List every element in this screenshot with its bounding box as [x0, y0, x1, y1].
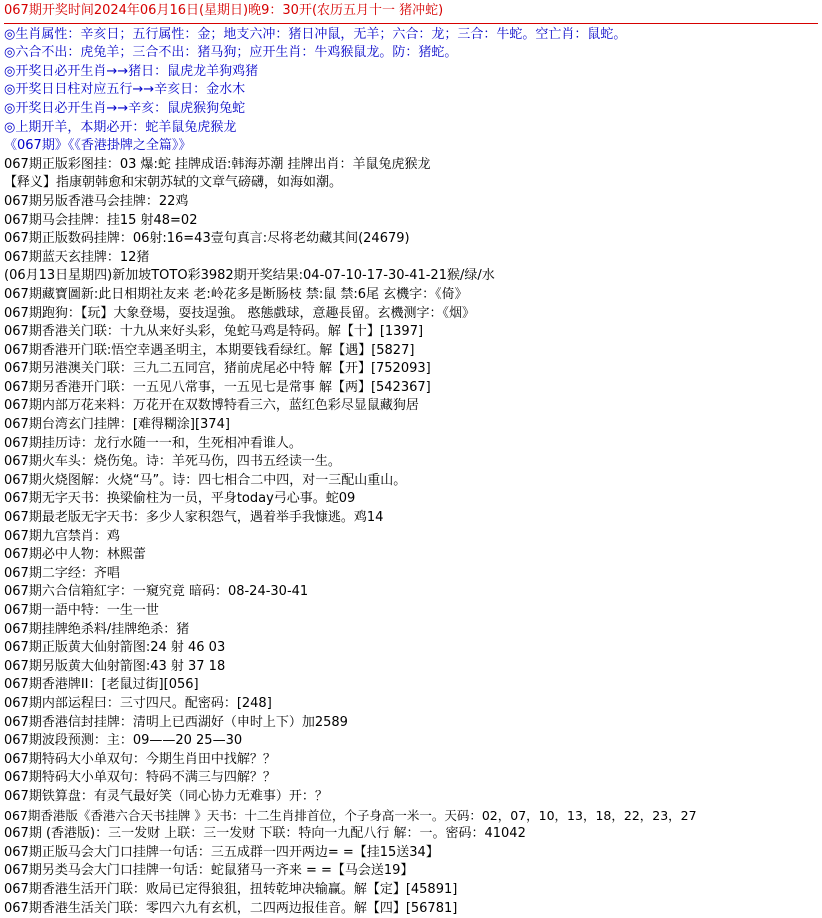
- content-line: 067期波段预测：主：09——20 25—30: [4, 732, 818, 751]
- zodiac-attributes-block: [4, 26, 818, 138]
- content-line: 067期香港版《香港六合天书挂牌 》天书：十二生肖排首位，个子身高一米一。天码：02，07，10，13，18，22，23，27: [4, 807, 818, 826]
- content-line: 067期香港生活关门联：零四六九有玄机，二四两边报佳音。解【四】[56781]: [4, 900, 818, 918]
- content-line: 067期正版彩图挂：03 爆:蛇 挂牌成语:韩海苏潮 挂牌出肖：羊鼠兔虎猴龙: [4, 156, 818, 175]
- content-line: 067期挂历诗：龙行水随一一和，生死相冲看谁人。: [4, 435, 818, 454]
- content-line: 067期藏寶圖新:此日相期社友来 老:岭花多是断肠枝 禁:鼠 禁:6尾 玄機字：《倚》: [4, 286, 818, 305]
- zodiac-line: ◎上期开羊，本期必开：蛇羊鼠兔虎猴龙: [4, 119, 818, 138]
- content-line: 067期香港信封挂牌：清明上已西湖好（申时上下）加2589: [4, 714, 818, 733]
- zodiac-line: ◎六合不出：虎兔羊；三合不出：猪马狗；应开生肖：牛鸡猴鼠龙。防：猪蛇。: [4, 44, 818, 63]
- content-line: 067期另版香港马会挂牌：22鸡: [4, 193, 818, 212]
- content-line: 067期火烧图解：火烧“马”。诗：四七相合二中四，对一三配山重山。: [4, 472, 818, 491]
- content-line: 067期马会挂牌：挂15 射48=02: [4, 212, 818, 231]
- content-line: 067期内部运程曰：三寸四尺。配密码：[248]: [4, 695, 818, 714]
- content-line: 067期九宫禁肖：鸡: [4, 528, 818, 547]
- content-line: 067期 (香港版)：三一发财 上联：三一发财 下联：特向一九配八行 解：一。密码：41042: [4, 825, 818, 844]
- content-line: 067期正版数码挂牌：06射:16=43壹句真言:尽将老幼藏其间(24679): [4, 230, 818, 249]
- content-line: 067期另类马会大门口挂牌一句话：蛇鼠猪马一齐来 = =【马会送19】: [4, 862, 818, 881]
- content-line: 067期台湾玄门挂牌：[难得糊涂][374]: [4, 416, 818, 435]
- content-line: 067期香港生活开门联：败局已定得狼狙，扭转乾坤决输赢。解【定】[45891]: [4, 881, 818, 900]
- content-line: 067期挂牌绝杀料/挂牌绝杀：猪: [4, 621, 818, 640]
- content-line: 067期另港澳关门联：三九二五同宫，猪前虎尾必中特 解【开】[752093]: [4, 360, 818, 379]
- content-line: 067期跑狗：【玩】大象登場，耍技逞強。 憨態戲球，意趣長留。玄機测字：《烟》: [4, 305, 818, 324]
- content-line: 067期另香港开门联：一五见八常事，一五见七是常事 解【两】[542367]: [4, 379, 818, 398]
- section-title: 《067期》《《香港掛牌之全篇》》: [4, 137, 818, 156]
- content-line: 067期火车头：烧伤兔。诗：羊死马伤，四书五经读一生。: [4, 453, 818, 472]
- content-line: 067期内部万花来料：万花开在双数博特看三六，蓝红色彩尽显鼠藏狗居: [4, 397, 818, 416]
- content-line: 067期必中人物：林熙蕾: [4, 546, 818, 565]
- page-title: 067期开奖时间2024年06月16日(星期日)晚9：30开(农历五月十一 猪冲蛇): [4, 2, 818, 21]
- content-line: 067期蓝天玄挂牌：12猪: [4, 249, 818, 268]
- divider-top: [4, 23, 818, 24]
- content-line: 067期特码大小单双句：今期生肖田中找解？？: [4, 751, 818, 770]
- content-line: 067期一語中特：一生一世: [4, 602, 818, 621]
- zodiac-line: ◎生肖属性：辛亥日；五行属性：金；地支六冲：猪日冲鼠，无羊；六合：龙；三合：牛蛇。空亡肖：鼠蛇。: [4, 26, 818, 45]
- content-line: 067期铁算盘：有灵气最好笑（同心协力无难事）开：？: [4, 788, 818, 807]
- content-line: 067期二字经：齐唱: [4, 565, 818, 584]
- content-line: 067期特码大小单双句：特码不满三与四解？？: [4, 769, 818, 788]
- content-line: 067期香港开门联:悟空幸遇圣明主，本期要钱看绿红。解【遇】[5827]: [4, 342, 818, 361]
- content-line: 【释义】指康朝韩愈和宋朝苏轼的文章气磅礴，如海如潮。: [4, 174, 818, 193]
- content-line: 067期另版黄大仙射箭图:43 射 37 18: [4, 658, 818, 677]
- zodiac-line: ◎开奖日日柱对应五行→→辛亥日：金水木: [4, 81, 818, 100]
- content-line: (06月13日星期四)新加坡TOTO彩3982期开奖结果:04-07-10-17-30-41-21猴/绿/水: [4, 267, 818, 286]
- content-line: 067期最老版无字天书：多少人家积怨气，遇着举手我慷逃。鸡14: [4, 509, 818, 528]
- content-line: 067期无字天书：换梁偷柱为一员，平身today弓心事。蛇09: [4, 490, 818, 509]
- content-line: 067期香港牌ⅠⅠ：[老鼠过街][056]: [4, 676, 818, 695]
- content-line: 067期香港关门联：十九从来好头彩，兔蛇马鸡是特码。解【十】[1397]: [4, 323, 818, 342]
- content-line: 067期正版马会大门口挂牌一句话：三五成群一四开两边= =【挂15送34】: [4, 844, 818, 863]
- zodiac-line: ◎开奖日必开生肖→→辛亥：鼠虎猴狗兔蛇: [4, 100, 818, 119]
- content-line: 067期六合信箱紅字：一窺究竟 暗码：08-24-30-41: [4, 583, 818, 602]
- zodiac-line: ◎开奖日必开生肖→→猪日：鼠虎龙羊狗鸡猪: [4, 63, 818, 82]
- content-lines: [4, 156, 818, 918]
- content-line: 067期正版黄大仙射箭图:24 射 46 03: [4, 639, 818, 658]
